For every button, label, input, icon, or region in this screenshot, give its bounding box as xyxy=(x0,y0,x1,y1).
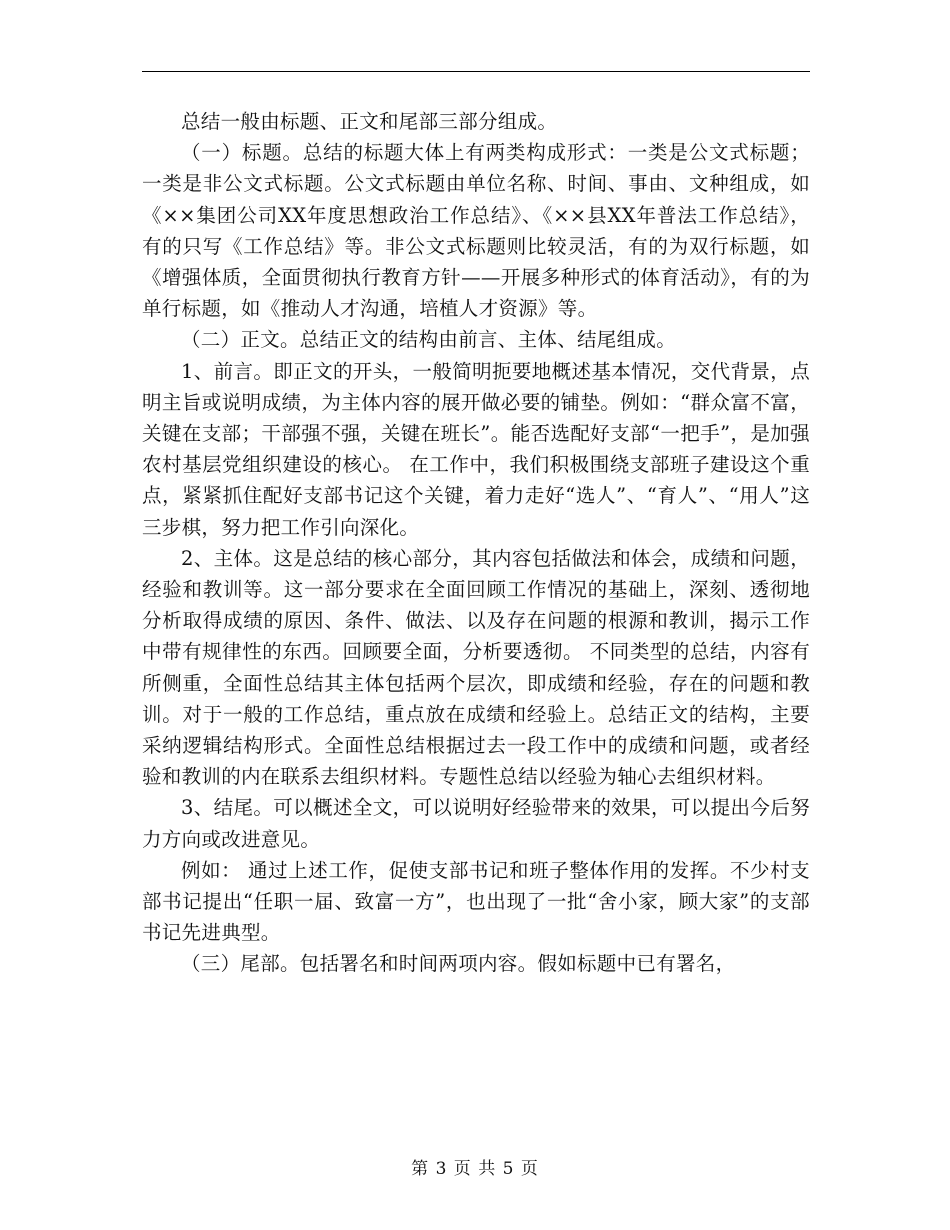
page-footer: 第 3 页 共 5 页 xyxy=(411,1159,539,1179)
paragraph-intro: 总结一般由标题、正文和尾部三部分组成。 xyxy=(181,110,558,133)
paragraph-tail-section: （三）尾部。包括署名和时间两项内容。假如标题中已有署名， xyxy=(181,952,736,976)
paragraph-body-section: （二）正文。总结正文的结构由前言、主体、结尾组成。 xyxy=(181,328,677,352)
document-body xyxy=(142,106,810,980)
header-rule xyxy=(142,71,810,72)
paragraph-title-section: （一）标题。总结的标题大体上有两类构成形式：一类是公文式标题；一类是非公文式标题。公文式标题由单位名称、时间、事由、文种组成，如《××集团公司XX年度思想政治工作总结》、《××县XX年普法工作总结》，有的只写《工作总结》等。非公文式标题则比较灵活，有的为双行标题，如《增强体质，全面贯彻执行教育方针——开展多种形式的体育活动》，有的为单行标题，如《推动人才沟通，培植人才资源》等。 xyxy=(142,141,810,321)
paragraph-ending: 3、结尾。可以概述全文，可以说明好经验带来的效果，可以提出今后努力方向或改进意见。 xyxy=(142,796,810,851)
paragraph-preface: 1、前言。即正文的开头，一般简明扼要地概述基本情况，交代背景，点明主旨或说明成绩，为主体内容的展开做必要的铺垫。例如：“群众富不富，关键在支部；干部强不强，关键在班长”。能否选配好支部“一把手”，是加强农村基层党组织建设的核心。 在工作中，我们积极围绕支部班子建设这个重点，紧紧抓住配好支部书记这个关键，着力走好“选人”、“育人”、“用人”这三步棋，努力把工作引向深化。 xyxy=(142,359,810,539)
paragraph-main-body: 2、主体。这是总结的核心部分，其内容包括做法和体会，成绩和问题，经验和教训等。这一部分要求在全面回顾工作情况的基础上，深刻、透彻地分析取得成绩的原因、条件、做法、以及存在问题的根源和教训，揭示工作中带有规律性的东西。回顾要全面，分析要透彻。 不同类型的总结，内容有所侧重，全面性总结其主体包括两个层次，即成绩和经验，存在的问题和教训。对于一般的工作总结，重点放在成绩和经验上。总结正文的结构，主要采纳逻辑结构形式。全面性总结根据过去一段工作中的成绩和问题，或者经验和教训的内在联系去组织材料。专题性总结以经验为轴心去组织材料。 xyxy=(142,546,810,789)
paragraph-example: 例如： 通过上述工作，促使支部书记和班子整体作用的发挥。不少村支部书记提出“任职一届、致富一方”，也出现了一批“舍小家，顾大家”的支部书记先进典型。 xyxy=(142,858,810,945)
